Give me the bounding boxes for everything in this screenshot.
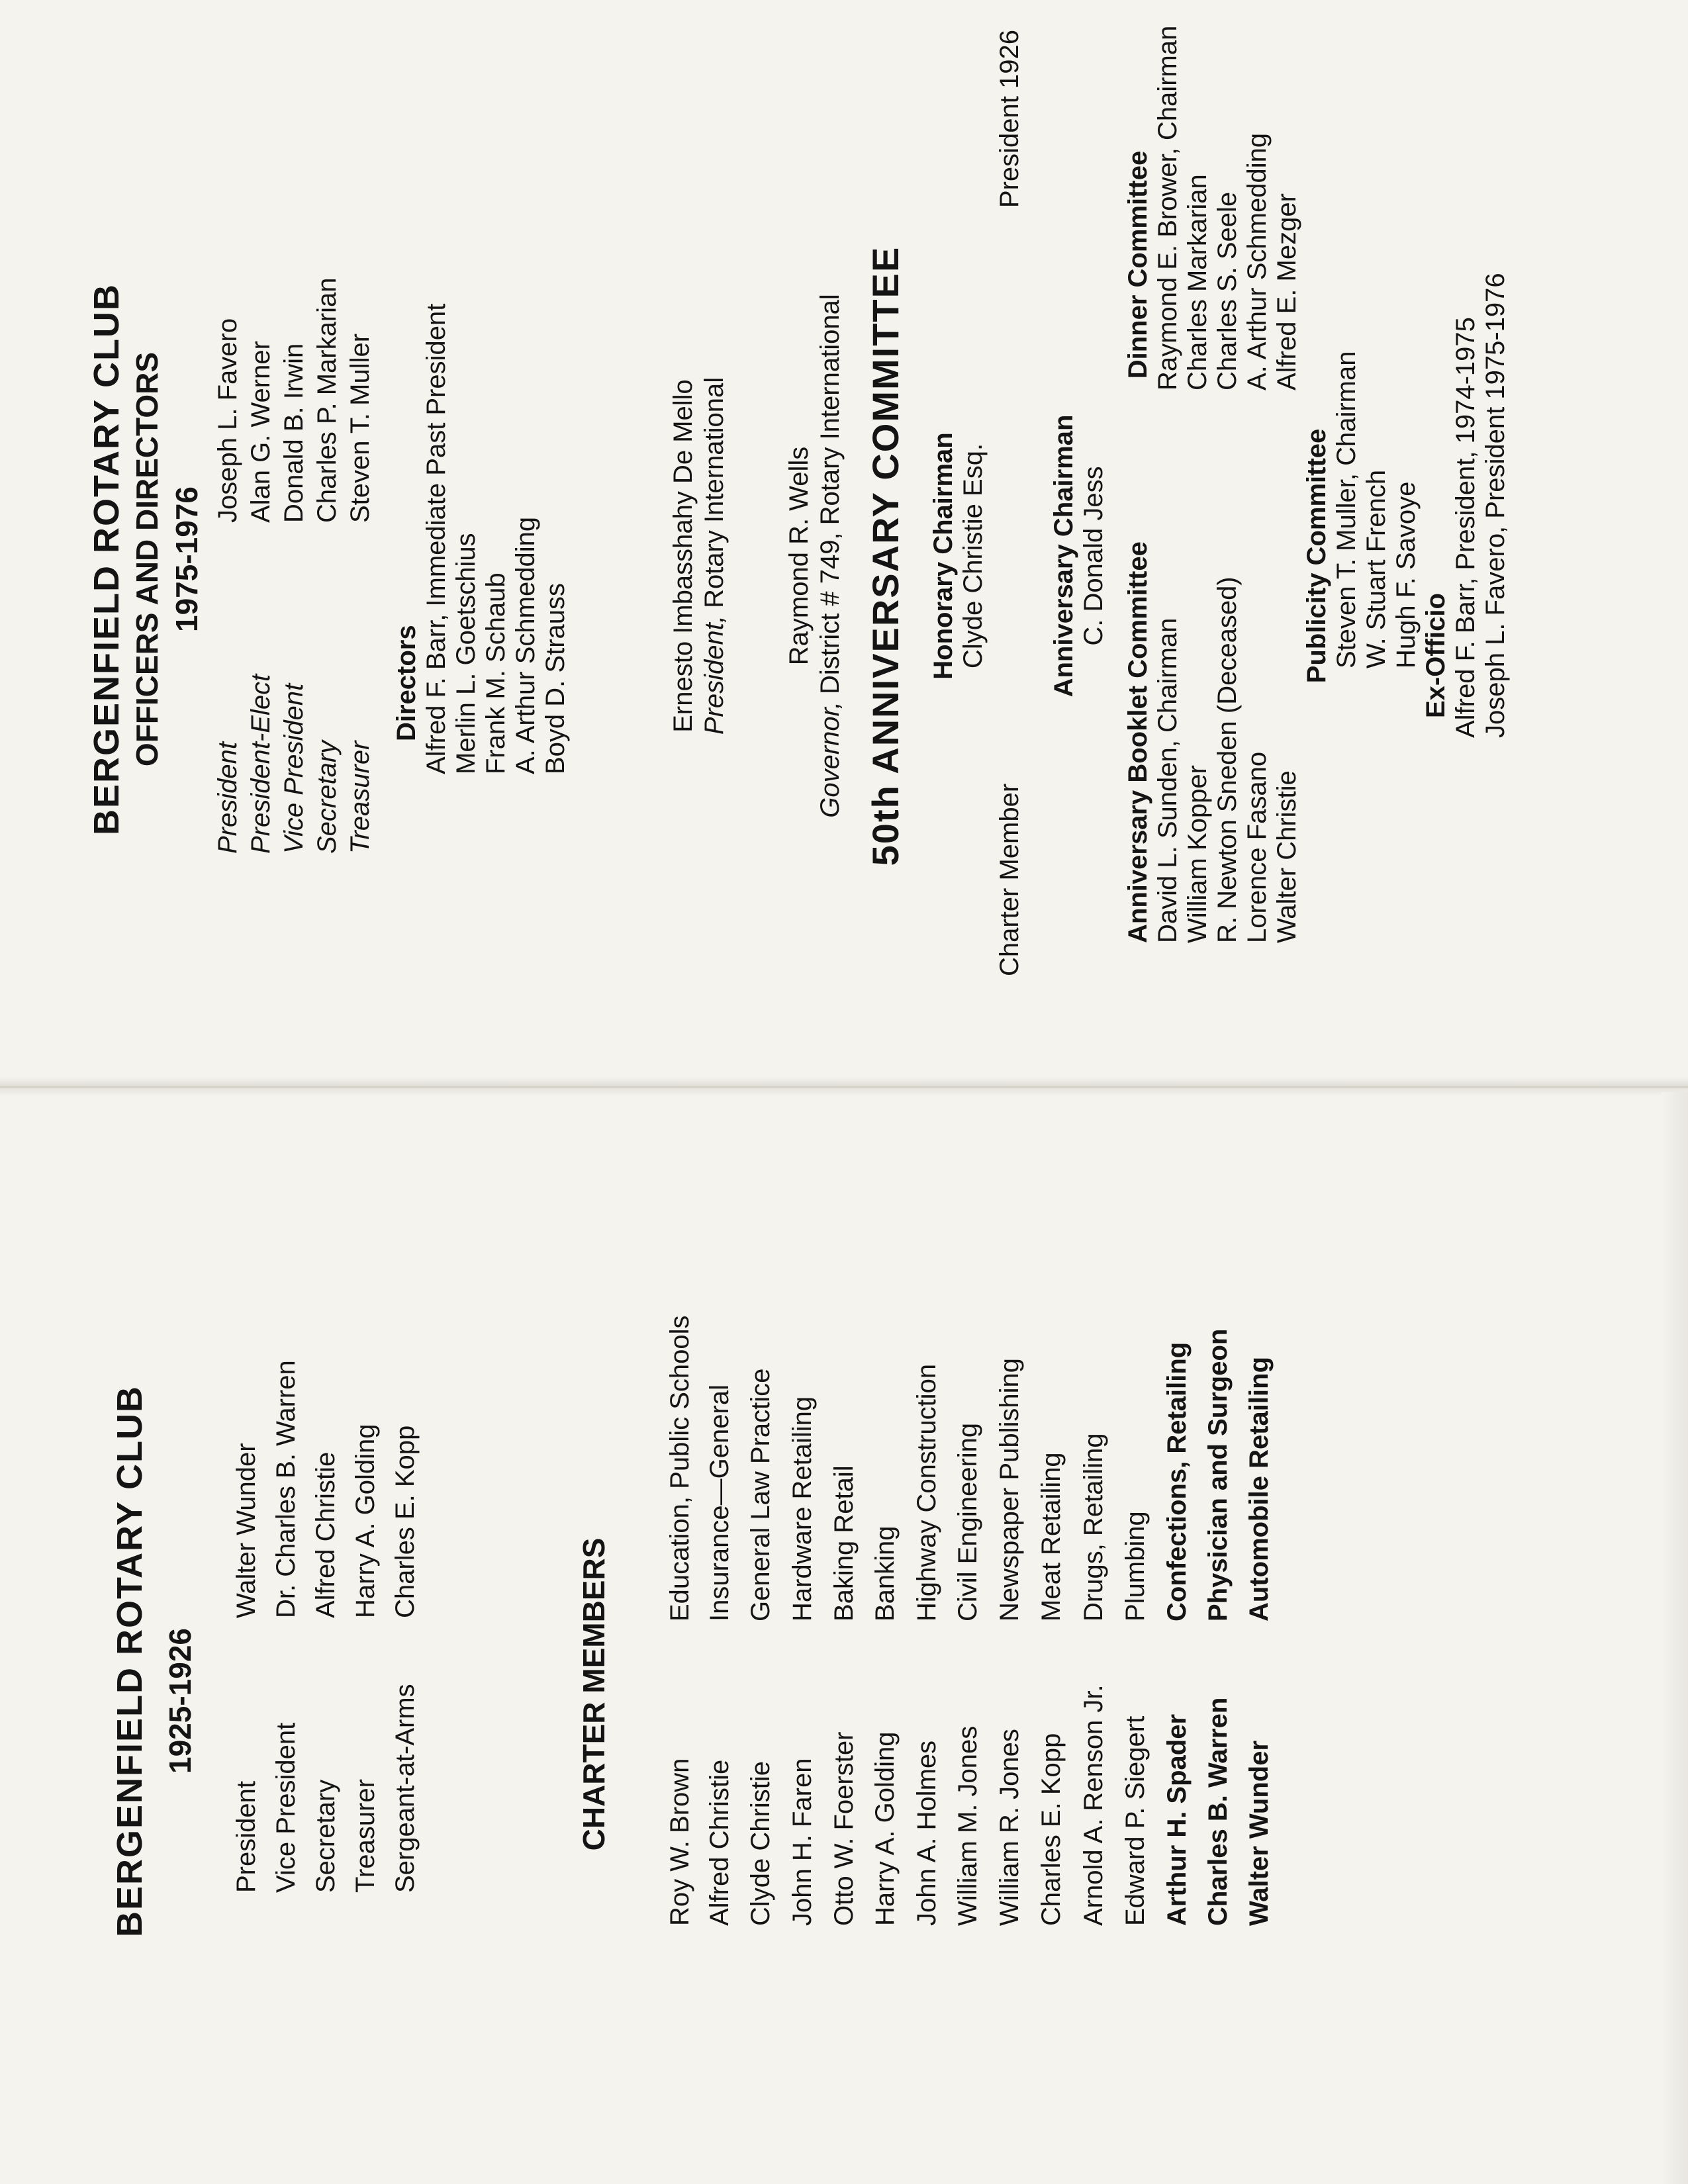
officer-name: Dr. Charles B. Warren [271,1360,301,1618]
right-club-title: BERGENFIELD ROTARY CLUB [87,283,126,836]
committee-member: Lorence Fasano [1243,751,1272,943]
officer-name: Steven T. Muller [346,333,375,523]
officer-name: Harry A. Golding [351,1424,380,1618]
member-name: Walter Wunder [1244,1740,1274,1926]
member-name: William M. Jones [953,1725,982,1926]
publicity-committee-heading: Publicity Committee [1302,428,1331,684]
member-name: Charles E. Kopp [1037,1733,1066,1926]
member-occupation: Highway Construction [912,1363,941,1621]
member-name: William R. Jones [995,1729,1024,1926]
member-occupation: General Law Practice [746,1368,775,1621]
committee-member: William Kopper [1183,765,1212,943]
committee-member: Raymond E. Brower, Chairman [1153,25,1182,390]
committee-member: David L. Sunden, Chairman [1153,617,1182,943]
member-occupation: Drugs, Retailing [1079,1433,1108,1621]
booklet-committee-heading: Anniversary Booklet Committee [1123,541,1152,943]
member-occupation: Confections, Retailing [1162,1342,1192,1621]
anniversary-chairman-heading: Anniversary Chairman [1049,414,1078,698]
committee-member: Walter Christie [1272,770,1301,943]
officer-name: Donald B. Irwin [279,343,308,523]
member-occupation: Baking Retail [829,1465,859,1621]
anniversary-chairman-name: C. Donald Jess [1079,466,1108,646]
member-name: Arnold A. Renson Jr. [1079,1684,1108,1926]
officer-name: Joseph L. Favero [213,318,242,523]
member-occupation: Banking [870,1525,900,1621]
office-label: President-Elect [246,674,275,854]
member-name: Arthur H. Spader [1162,1713,1192,1926]
officer-name: Charles P. Markarian [312,277,342,523]
member-occupation: Newspaper Publishing [995,1357,1024,1621]
committee-member: Steven T. Muller, Chairman [1332,351,1361,668]
committee-member: Alfred F. Barr, President, 1974-1975 [1451,317,1480,738]
office-label: President [232,1781,261,1893]
committee-member: W. Stuart French [1362,469,1391,668]
governor-title [816,294,845,818]
committee-member: Charles S. Seele [1213,191,1242,390]
director-name: Merlin L. Goetschius [451,533,481,774]
charter-members-heading: CHARTER MEMBERS [577,1537,611,1851]
director-name: Frank M. Schaub [481,572,510,774]
member-occupation: Civil Engineering [953,1422,982,1621]
president-1926-label: President 1926 [995,30,1024,208]
honorary-heading: Honorary Chairman [929,432,958,680]
office-label: Treasurer [351,1779,380,1893]
member-occupation: Plumbing [1121,1511,1150,1621]
committee-member: Alfred E. Mezger [1272,193,1301,390]
governor-name: Raymond R. Wells [784,446,814,666]
member-name: Roy W. Brown [665,1758,694,1926]
committee-member: R. Newton Sneden (Deceased) [1213,576,1242,943]
member-name: Edward P. Siegert [1121,1715,1150,1926]
office-label: Sergeant-at-Arms [391,1684,420,1893]
member-name: Otto W. Foerster [829,1731,859,1926]
member-name: Clyde Christie [746,1761,775,1926]
member-name: Alfred Christie [705,1759,734,1926]
dinner-committee-heading: Dinner Committee [1123,150,1152,379]
member-occupation: Hardware Retailing [788,1396,817,1621]
committee-heading: 50th ANNIVERSARY COMMITTEE [865,246,906,866]
member-name: Charles B. Warren [1203,1697,1233,1926]
member-occupation: Insurance—General [705,1385,734,1621]
member-name: John H. Faren [788,1758,817,1926]
ri-president-title [700,377,729,735]
ri-president-title-italic: President, [700,615,729,735]
left-club-title: BERGENFIELD ROTARY CLUB [110,1385,150,1938]
officer-name: Charles E. Kopp [391,1425,420,1618]
right-years: 1975-1976 [169,486,204,632]
committee-member: Hugh F. Savoye [1391,481,1421,668]
honorary-name: Clyde Christie Esq. [959,443,988,669]
office-label: Vice President [271,1722,301,1893]
director-name: Boyd D. Strauss [541,582,570,774]
director-name: A. Arthur Schmedding [511,516,540,774]
left-years: 1925-1926 [163,1628,197,1774]
officer-name: Walter Wunder [232,1443,261,1618]
member-occupation: Automobile Retailing [1244,1357,1274,1621]
member-occupation: Meat Retailing [1037,1452,1066,1621]
office-label: Vice President [279,683,308,854]
member-name: Harry A. Golding [870,1731,900,1926]
ri-president-title-rest: Rotary International [700,377,729,616]
governor-title-italic: Governor, [816,702,845,818]
left-page [0,1092,1688,2184]
office-label: Secretary [312,740,342,854]
member-occupation: Education, Public Schools [665,1315,694,1621]
office-label: President [213,742,242,854]
committee-member: Charles Markarian [1183,174,1212,390]
director-name: Alfred F. Barr, Immediate Past President [422,303,451,774]
right-subtitle: OFFICERS AND DIRECTORS [130,351,164,767]
member-name: John A. Holmes [912,1740,941,1926]
directors-heading: Directors [392,625,421,741]
charter-member-label: Charter Member [995,783,1024,976]
governor-title-rest: District # 749, Rotary International [816,294,845,702]
ex-officio-heading: Ex-Officio [1421,593,1450,718]
ri-president-name: Ernesto Imbasshahy De Mello [669,379,698,733]
committee-member: A. Arthur Schmedding [1243,132,1272,390]
committee-member: Joseph L. Favero, President 1975-1976 [1481,273,1510,738]
office-label: Treasurer [346,741,375,854]
officer-name: Alan G. Werner [246,341,275,523]
office-label: Secretary [311,1779,340,1893]
officer-name: Alfred Christie [311,1451,340,1618]
member-occupation: Physician and Surgeon [1203,1328,1233,1621]
